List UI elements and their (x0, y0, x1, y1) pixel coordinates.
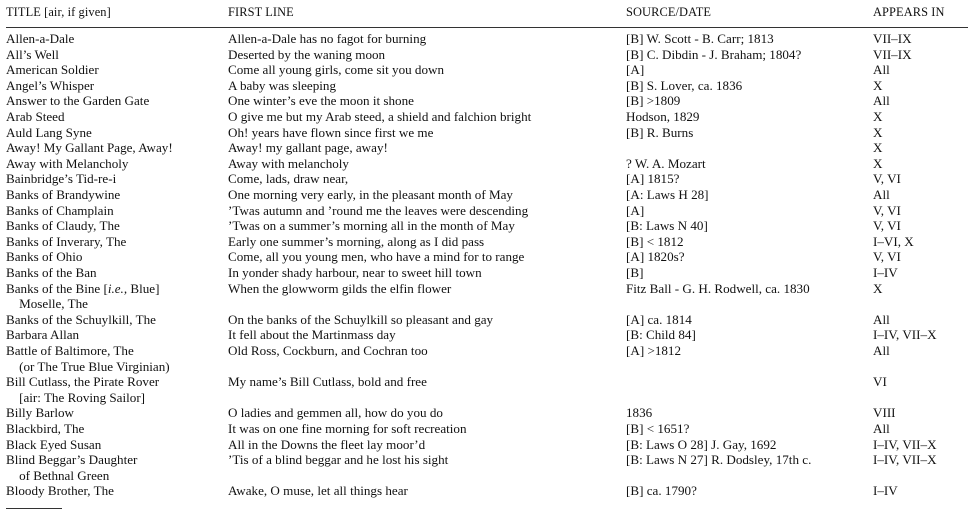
row-first-line: When the glowworm gilds the elfin flower (228, 280, 452, 296)
row-first-line: Awake, O muse, let all things hear (228, 483, 408, 499)
row-title: Away with Melancholy (6, 155, 129, 171)
row-title: [air: The Roving Sailor] (6, 389, 146, 405)
row-source-date: [B: Laws N 40] (626, 218, 708, 234)
row-appears-in: All (873, 343, 890, 358)
row-source-date: [A] (626, 62, 645, 78)
row-appears-in: VIII (873, 405, 896, 421)
row-title: Blind Beggar’s Daughter (6, 452, 138, 468)
row-title: Banks of Ohio (6, 249, 83, 265)
row-title: Banks of the Schuylkill, The (6, 311, 156, 327)
row-first-line: Come all young girls, come sit you down (228, 62, 445, 78)
row-appears-in: X (873, 280, 883, 296)
table-row (0, 437, 977, 453)
row-source-date: 1836 (626, 405, 653, 421)
row-source-date: Fitz Ball - G. H. Rodwell, ca. 1830 (626, 280, 810, 296)
row-source-date: [B] C. Dibdin - J. Braham; 1804? (626, 46, 802, 62)
row-title: Arab Steed (6, 109, 65, 124)
row-appears-in: X (873, 77, 883, 93)
row-source-date: [A] 1815? (626, 171, 680, 187)
row-first-line: Oh! years have flown since first we me (228, 124, 434, 140)
table-row (0, 171, 977, 187)
row-title: American Soldier (6, 62, 99, 78)
row-appears-in: All (873, 311, 890, 327)
row-title-part: Blue] (127, 280, 160, 296)
table-row (0, 78, 977, 94)
row-appears-in: All (873, 421, 890, 436)
row-source-date: [B] ca. 1790? (626, 483, 697, 499)
row-appears-in: V, VI (873, 249, 901, 265)
row-appears-in: I–IV (873, 483, 898, 499)
row-first-line: It was on one fine morning for soft recreation (228, 421, 467, 436)
row-title: Away! My Gallant Page, Away! (6, 140, 173, 156)
row-appears-in: X (873, 124, 883, 140)
row-first-line: Come, all you young men, who have a mind for to range (228, 249, 525, 265)
table-row (0, 265, 977, 281)
table-row (0, 47, 977, 63)
table-row (0, 62, 977, 78)
row-source-date: [B] S. Lover, ca. 1836 (626, 77, 743, 93)
row-appears-in: I–IV (873, 265, 898, 280)
row-appears-in: V, VI (873, 202, 901, 218)
table-row (0, 405, 977, 421)
row-title: of Bethnal Green (6, 467, 110, 483)
row-source-date: [B] W. Scott - B. Carr; 1813 (626, 31, 774, 46)
row-appears-in: All (873, 187, 890, 202)
row-source-date: [B: Laws N 27] R. Dodsley, 17th c. (626, 452, 812, 468)
table-row (0, 343, 977, 359)
row-source-date: [A] ca. 1814 (626, 311, 692, 327)
row-source-date: [B] < 1812 (626, 233, 684, 249)
row-first-line: It fell about the Martinmass day (228, 327, 396, 343)
row-appears-in: I–IV, VII–X (873, 436, 937, 452)
row-title: Blackbird, The (6, 421, 85, 436)
row-first-line: All in the Downs the fleet lay moor’d (228, 436, 426, 452)
row-first-line: Away with melancholy (228, 155, 349, 171)
table-row (0, 468, 977, 484)
table-row (0, 359, 977, 375)
row-source-date: [A: Laws H 28] (626, 187, 709, 202)
row-title-italic: i.e., (107, 280, 128, 296)
row-source-date: ? W. A. Mozart (626, 155, 706, 171)
row-title: All’s Well (6, 46, 59, 62)
row-source-date: Hodson, 1829 (626, 109, 700, 124)
row-appears-in: I–IV, VII–X (873, 327, 937, 343)
row-first-line: Come, lads, draw near, (228, 171, 349, 187)
row-title: Moselle, The (6, 296, 88, 312)
header-rule (6, 27, 968, 28)
table-row (0, 390, 977, 406)
row-title: (or The True Blue Virginian) (6, 358, 170, 374)
table-row (0, 296, 977, 312)
row-title: Banks of Claudy, The (6, 218, 120, 234)
row-source-date: [B] < 1651? (626, 421, 690, 436)
row-title-part: Banks of the Bine [ (6, 280, 108, 296)
row-title: Angel’s Whisper (6, 77, 95, 93)
row-appears-in: VII–IX (873, 46, 912, 62)
row-title: Allen-a-Dale (6, 31, 75, 46)
table-row (0, 421, 977, 437)
row-appears-in: X (873, 140, 883, 156)
row-title: Bainbridge’s Tid-re-i (6, 171, 117, 187)
row-source-date: [B] >1809 (626, 93, 681, 109)
row-first-line: My name’s Bill Cutlass, bold and free (228, 374, 427, 390)
row-title: Billy Barlow (6, 405, 75, 421)
row-title: Barbara Allan (6, 327, 80, 343)
row-first-line: On the banks of the Schuylkill so pleasant and gay (228, 311, 494, 327)
row-source-date: [B] (626, 265, 644, 280)
row-appears-in: VI (873, 374, 887, 390)
header-source-date: SOURCE/DATE (626, 5, 712, 19)
row-first-line: ’Twas autumn and ’round me the leaves were descending (228, 202, 529, 218)
table-row (0, 483, 977, 499)
row-first-line: Allen-a-Dale has no fagot for burning (228, 31, 427, 46)
row-title: Answer to the Garden Gate (6, 93, 150, 109)
row-title: Banks of Champlain (6, 202, 114, 218)
table-row (0, 31, 977, 47)
row-first-line: In yonder shady harbour, near to sweet hill town (228, 265, 482, 280)
table-row (0, 249, 977, 265)
row-first-line: One morning very early, in the pleasant month of May (228, 187, 513, 202)
table-row (0, 93, 977, 109)
row-first-line: ’Tis of a blind beggar and he lost his sight (228, 452, 449, 468)
table-row (0, 203, 977, 219)
row-appears-in: X (873, 109, 883, 124)
row-title: Black Eyed Susan (6, 436, 102, 452)
table-row (0, 109, 977, 125)
row-first-line: One winter’s eve the moon it shone (228, 93, 414, 109)
row-source-date: [A] >1812 (626, 343, 682, 358)
row-first-line: Old Ross, Cockburn, and Cochran too (228, 343, 428, 358)
row-title: Bloody Brother, The (6, 483, 114, 499)
row-appears-in: V, VI (873, 218, 901, 234)
header-appears-in: APPEARS IN (873, 5, 945, 19)
table-row (0, 374, 977, 390)
row-title: Battle of Baltimore, The (6, 343, 134, 358)
row-source-date: [A] 1820s? (626, 249, 685, 265)
table-row (0, 187, 977, 203)
table-header (0, 4, 977, 20)
row-first-line: O give me but my Arab steed, a shield and falchion bright (228, 109, 532, 124)
table-row (0, 281, 977, 297)
table-row (0, 218, 977, 234)
row-appears-in: VII–IX (873, 31, 912, 46)
row-first-line: O ladies and gemmen all, how do you do (228, 405, 443, 421)
table-row (0, 312, 977, 328)
row-source-date: [B: Laws O 28] J. Gay, 1692 (626, 436, 777, 452)
row-appears-in: I–IV, VII–X (873, 452, 937, 468)
table-row (0, 327, 977, 343)
row-first-line: Deserted by the waning moon (228, 46, 386, 62)
row-first-line: Away! my gallant page, away! (228, 140, 388, 156)
row-title (6, 281, 159, 297)
row-title: Banks of the Ban (6, 265, 97, 280)
row-appears-in: V, VI (873, 171, 901, 187)
row-first-line: A baby was sleeping (228, 77, 337, 93)
header-first-line: FIRST LINE (228, 5, 294, 19)
row-title: Bill Cutlass, the Pirate Rover (6, 374, 160, 390)
row-appears-in: All (873, 93, 890, 109)
row-source-date: [B] R. Burns (626, 124, 694, 140)
header-title: TITLE [air, if given] (6, 5, 111, 19)
table-row (0, 452, 977, 468)
row-title: Banks of Brandywine (6, 187, 121, 202)
row-first-line: ’Twas on a summer’s morning all in the month of May (228, 218, 515, 234)
row-appears-in: All (873, 62, 890, 78)
row-title: Auld Lang Syne (6, 124, 92, 140)
row-source-date: [B: Child 84] (626, 327, 696, 343)
table-row (0, 156, 977, 172)
footnote-rule (6, 508, 62, 509)
row-appears-in: X (873, 155, 883, 171)
table-row (0, 234, 977, 250)
row-source-date: [A] (626, 202, 645, 218)
row-title: Banks of Inverary, The (6, 233, 127, 249)
table-row (0, 125, 977, 141)
row-first-line: Early one summer’s morning, along as I did pass (228, 233, 485, 249)
row-appears-in: I–VI, X (873, 233, 914, 249)
table-row (0, 140, 977, 156)
